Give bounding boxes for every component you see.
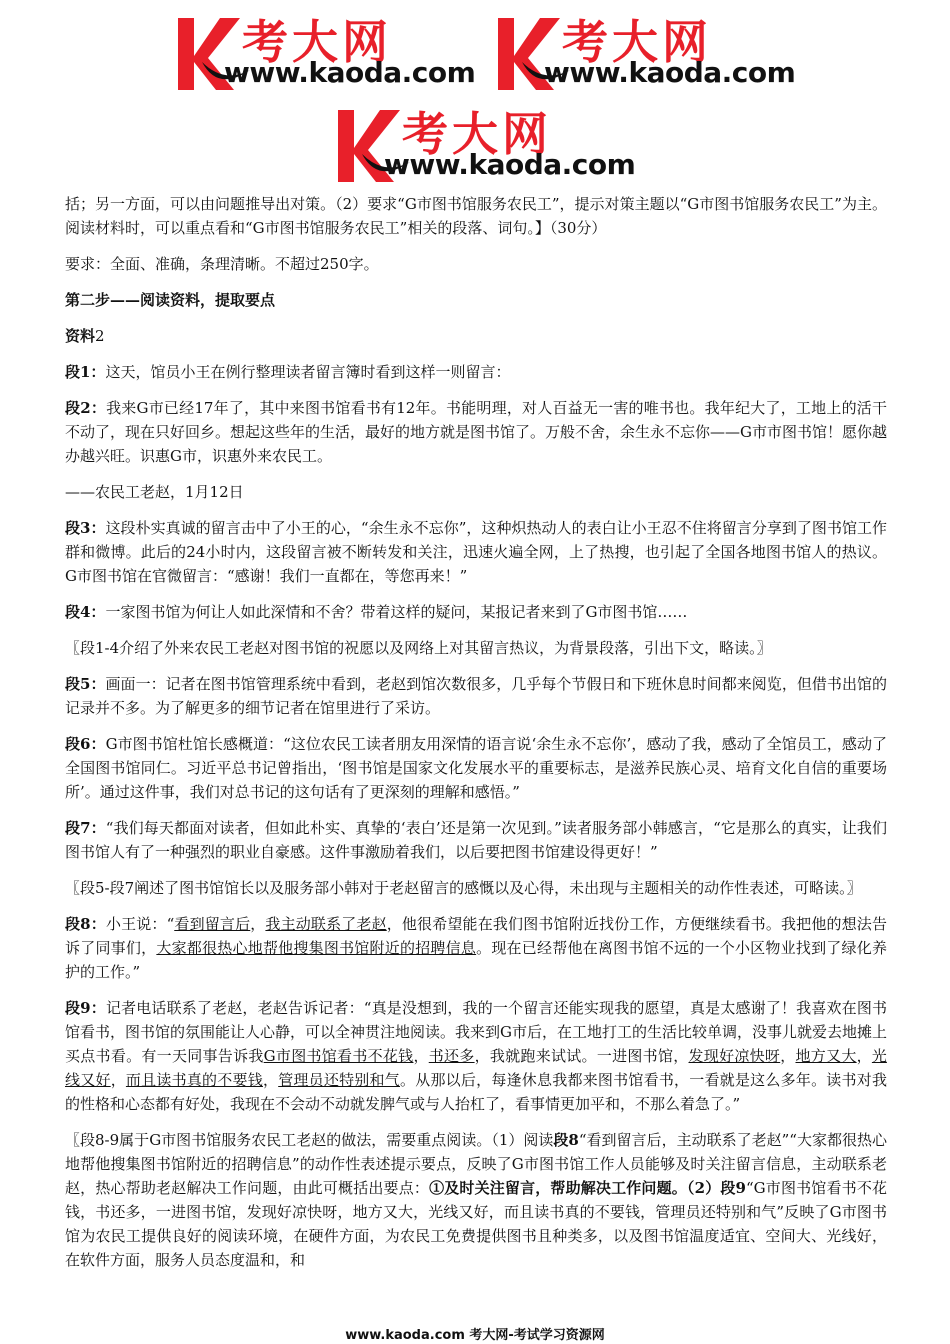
paragraph-9 <box>65 996 887 1116</box>
underlined-phrase: 管理员还特别和气 <box>278 1071 400 1089</box>
text-run: 记者电话联系了老赵，老赵告诉记者：“真是没想到，我的一个留言还能实现我的愿望，真是太感谢了！我喜欢在图书馆看书，图书馆的氛围能让人心静，可以全神贯注地阅读。我来到G市后，在工地打工的生活比较单调，没事儿就爱去地摊上买点书看。有一天同事告诉我 <box>65 999 887 1065</box>
paragraph-label: 段5： <box>65 675 106 693</box>
paragraph-text: 画面一：记者在图书馆管理系统中看到，老赵到馆次数很多，几乎每个节假日和下班休息时间都来阅览，但借书出馆的记录并不多。为了解更多的细节记者在馆里进行了采访。 <box>65 675 887 717</box>
paragraph-4 <box>65 600 887 624</box>
analysis-note: 〖段5-段7阐述了图书馆馆长以及服务部小韩对于老赵留言的感慨以及心得，未出现与主题相关的动作性表述，可略读。〗 <box>65 879 862 897</box>
document-body <box>65 192 887 1284</box>
material-label: 资料 <box>65 327 96 345</box>
logo-brand: 考大网 <box>242 15 392 69</box>
bold-phrase: ①及时关注留言，帮助解决工作问题。（2）段9 <box>429 1179 746 1197</box>
paragraph-label: 段6： <box>65 735 106 753</box>
text-run: ，我就跑来试试。一进图书馆， <box>474 1047 689 1065</box>
text-run: 小王说：“ <box>105 915 175 933</box>
paragraph-text: 我来G市已经17年了，其中来图书馆看书有12年。书能明理，对人百益无一害的唯书也。我年纪大了，工地上的活干不动了，现在只好回乡。想起这些年的生活，最好的地方就是图书馆了。万般不舍，余生永不忘你——G市市图书馆！愿你越办越兴旺。识惠G市，识惠外来农民工。 <box>65 399 888 465</box>
paragraph-label: 段7： <box>65 819 106 837</box>
paragraph-label: 段1： <box>65 363 106 381</box>
logo-url: www.kaoda.com <box>384 148 636 181</box>
kaoda-logo <box>172 12 492 92</box>
underlined-phrase: G市图书馆看书不花钱 <box>263 1047 414 1065</box>
paragraph-text: “我们每天都面对读者，但如此朴实、真挚的‘表白’还是第一次见到。”读者服务部小韩感言，“它是那么的真实，让我们图书馆人有了一种强烈的职业自豪感。这件事激励着我们，以后要把图书馆建设得更好！” <box>65 819 888 861</box>
text-run: ， <box>110 1071 126 1089</box>
paragraph-1 <box>65 360 887 384</box>
underlined-phrase: 我主动联系了老赵 <box>265 915 387 933</box>
text-run: ， <box>250 915 266 933</box>
text-run: ， <box>262 1071 279 1089</box>
analysis-note: 〖段1-4介绍了外来农民工老赵对图书馆的祝愿以及网络上对其留言热议，为背景段落，引出下文，略读。〗 <box>65 639 772 657</box>
intro-paragraph: 括；另一方面，可以由问题推导出对策。（2）要求“G市图书馆服务农民工”，提示对策主题以“G市图书馆服务农民工”为主。阅读材料时，可以重点看和“G市图书馆服务农民工”相关的段落、词句。】（30分） <box>65 195 887 237</box>
text-run: 。从那以后，每逢休息我都来图书馆看书，一看就是这么多年。读书对我的性格和心态都有好处，我现在不会动不动就发脾气或与人抬杠了，看事情更加平和，不那么着急了。” <box>65 1071 887 1113</box>
underlined-phrase: 书还多 <box>428 1047 475 1065</box>
paragraph-text: 这段朴实真诚的留言击中了小王的心，“余生永不忘你”，这种炽热动人的表白让小王忍不住将留言分享到了图书馆工作群和微博。此后的24小时内，这段留言被不断转发和关注，迅速火遍全网，上了热搜，也引起了全国各地图书馆人的热议。G市图书馆在官微留言：“感谢！我们一直都在，等您再来！” <box>65 519 888 585</box>
text-run: ，他很希望能在我们图书馆附近找份工作，方便继续看书。我把他的想法告诉了同事们， <box>65 915 887 957</box>
paragraph-6 <box>65 732 887 804</box>
paragraph-text: 一家图书馆为何让人如此深情和不舍？带着这样的疑问，某报记者来到了G市图书馆…… <box>105 603 688 621</box>
text-run: 。现在已经帮他在离图书馆不远的一个小区物业找到了绿化养护的工作。” <box>65 939 887 981</box>
text-run: ， <box>856 1047 872 1065</box>
text-run: “看到留言后，主动联系了老赵”“大家都很热心地帮他搜集图书馆附近的招聘信息”的动作性表述提示要点，反映了G市图书馆工作人员能够及时关注留言信息，主动联系老赵，热心帮助老赵解决工作问题，由此可概括出要点： <box>65 1131 887 1197</box>
paragraph-3 <box>65 516 887 588</box>
text-run: ， <box>413 1047 429 1065</box>
paragraph-text: G市图书馆杜馆长感概道：“这位农民工读者朋友用深情的语言说‘余生永不忘你’，感动了我，感动了全馆员工，感动了全国图书馆同仁。习近平总书记曾指出，‘图书馆是国家文化发展水平的重要标志，是滋养民族心灵、培育文化自信的重要场所’。通过这件事，我们对总书记的这句话有了更深刻的理解和感悟。” <box>65 735 888 801</box>
paragraph-8 <box>65 912 887 984</box>
paragraph-text: 这天，馆员小王在例行整理读者留言簿时看到这样一则留言： <box>105 363 511 381</box>
paragraph-label: 段8： <box>65 915 106 933</box>
underlined-phrase: 大家都很热心地帮他搜集图书馆附近的招聘信息 <box>156 939 477 957</box>
logo-brand: 考大网 <box>562 15 712 69</box>
underlined-phrase: 地方又大 <box>795 1047 857 1065</box>
text-run: ， <box>780 1047 796 1065</box>
underlined-phrase: 发现好凉快呀 <box>688 1047 781 1065</box>
text-run: 〖段8-9属于G市图书馆服务农民工老赵的做法，需要重点阅读。（1）阅读 <box>65 1131 554 1149</box>
material-heading <box>65 324 887 348</box>
paragraph-label: 段4： <box>65 603 106 621</box>
paragraph-label: 段3： <box>65 519 106 537</box>
analysis-note <box>65 1128 887 1272</box>
logo-brand: 考大网 <box>402 107 552 161</box>
underlined-phrase: 看到留言后 <box>174 915 251 933</box>
logo-url: www.kaoda.com <box>544 56 796 89</box>
paragraph-5 <box>65 672 887 720</box>
signature: ——农民工老赵，1月12日 <box>65 483 244 501</box>
kaoda-logo <box>492 12 812 92</box>
paragraph-2 <box>65 396 887 468</box>
underlined-phrase: 而且读书真的不要钱 <box>125 1071 263 1089</box>
text-run: “G市图书馆看书不花钱，书还多，一进图书馆，发现好凉快呀，地方又大，光线又好，而且读书真的不要钱，管理员还特别和气”反映了G市图书馆为农民工提供良好的阅读环境，在硬件方面，为农民工免费提供图书且种类多，以及图书馆温度适宜、空间大、光线好，在软件方面，服务人员态度温和，和 <box>65 1179 887 1269</box>
paragraph-7 <box>65 816 887 864</box>
page-footer: www.kaoda.com 考大网-考试学习资源网 <box>345 1328 605 1343</box>
step-heading: 第二步——阅读资料，提取要点 <box>65 291 276 309</box>
bold-phrase: 段8 <box>553 1131 579 1149</box>
material-number: 2 <box>95 327 105 345</box>
logo-url: www.kaoda.com <box>224 56 476 89</box>
requirement: 要求：全面、准确，条理清晰。不超过250字。 <box>65 255 379 273</box>
kaoda-logo <box>332 104 652 184</box>
paragraph-label: 段2： <box>65 399 107 417</box>
underlined-phrase: 光线又好 <box>65 1047 887 1089</box>
paragraph-label: 段9： <box>65 999 106 1017</box>
